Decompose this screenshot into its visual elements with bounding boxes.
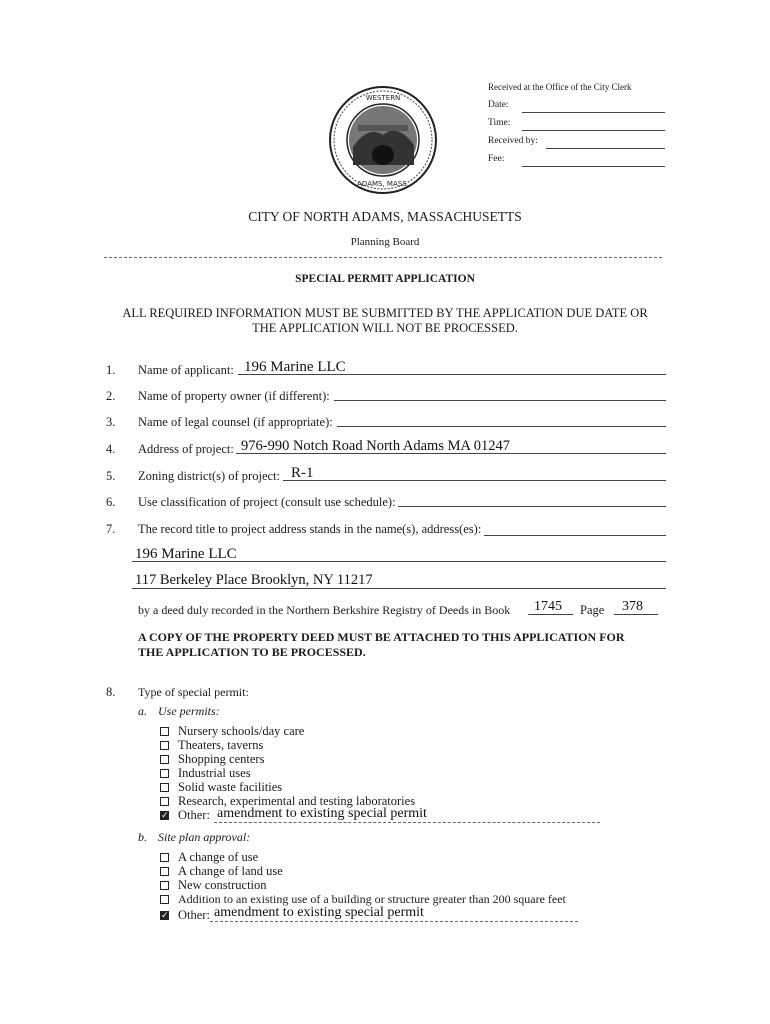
deed-notice-line-2: THE APPLICATION TO BE PROCESSED. — [138, 645, 366, 659]
use-permits-heading: Use permits: — [158, 704, 220, 718]
clerk-received-by-field[interactable] — [546, 148, 665, 149]
checkbox-icon[interactable] — [160, 755, 169, 764]
option-label: Nursery schools/day care — [178, 724, 305, 738]
record-owner-field-1[interactable] — [132, 561, 666, 562]
checkbox-icon[interactable] — [160, 867, 169, 876]
option-label: A change of land use — [178, 864, 283, 878]
use-permits-letter: a. — [138, 704, 147, 718]
notice-line-2: THE APPLICATION WILL NOT BE PROCESSED. — [252, 321, 518, 335]
form-title: SPECIAL PERMIT APPLICATION — [295, 273, 475, 285]
deed-recorded-text: by a deed duly recorded in the Northern Berkshire Registry of Deeds in Book — [138, 603, 511, 617]
checkbox-icon[interactable] — [160, 769, 169, 778]
option-label: A change of use — [178, 850, 259, 864]
item-2-number: 2. — [106, 389, 116, 403]
clerk-date-label: Date: — [488, 100, 509, 110]
use-permit-option-other[interactable] — [160, 809, 210, 822]
deed-page-field[interactable] — [614, 614, 658, 615]
site-plan-other-field[interactable] — [210, 921, 578, 922]
option-label: Industrial uses — [178, 766, 251, 780]
board-name: Planning Board — [350, 236, 420, 248]
zoning-district-value: R-1 — [291, 465, 314, 481]
header-divider — [104, 257, 662, 258]
city-name: CITY OF NORTH ADAMS, MASSACHUSETTS — [248, 209, 522, 224]
svg-text:WESTERN: WESTERN — [365, 94, 401, 102]
checkbox-icon[interactable] — [160, 895, 169, 904]
clerk-receipt-box — [488, 82, 668, 172]
checkbox-icon[interactable] — [160, 881, 169, 890]
project-address-field[interactable] — [236, 453, 666, 454]
legal-counsel-label: Name of legal counsel (if appropriate): — [138, 415, 333, 429]
project-address-label: Address of project: — [138, 442, 234, 456]
zoning-district-field[interactable] — [283, 480, 666, 481]
record-title-label: The record title to project address stands in the name(s), address(es): — [138, 522, 482, 536]
record-owner-field-2[interactable] — [132, 588, 666, 589]
use-permit-other-field[interactable] — [214, 822, 600, 823]
property-owner-label: Name of property owner (if different): — [138, 389, 330, 403]
checkbox-icon[interactable] — [160, 741, 169, 750]
zoning-district-label: Zoning district(s) of project: — [138, 469, 280, 483]
record-owner-line-2: 117 Berkeley Place Brooklyn, NY 11217 — [135, 572, 373, 588]
use-classification-label: Use classification of project (consult use schedule): — [138, 495, 396, 509]
project-address-value: 976-990 Notch Road North Adams MA 01247 — [241, 438, 511, 454]
option-label: Other: — [178, 808, 210, 822]
option-label: Other: — [178, 908, 210, 922]
item-8-number: 8. — [106, 685, 116, 699]
property-owner-field[interactable] — [334, 400, 666, 401]
checked-checkbox-icon[interactable] — [160, 811, 169, 820]
record-title-field[interactable] — [484, 535, 666, 536]
site-plan-heading: Site plan approval: — [158, 830, 251, 844]
checkbox-icon[interactable] — [160, 727, 169, 736]
option-label: Theaters, taverns — [178, 738, 264, 752]
item-4-number: 4. — [106, 442, 116, 456]
applicant-field[interactable] — [238, 374, 666, 375]
option-label: Addition to an existing use of a building or structure greater than 200 square feet — [178, 892, 566, 906]
applicant-label: Name of applicant: — [138, 363, 234, 377]
use-permit-option-theaters[interactable] — [160, 739, 263, 752]
deed-page-value: 378 — [622, 599, 643, 614]
use-permit-option-nursery[interactable] — [160, 725, 304, 738]
site-plan-option-other[interactable] — [160, 909, 210, 922]
use-permit-option-industrial[interactable] — [160, 767, 251, 780]
legal-counsel-field[interactable] — [337, 426, 666, 427]
checked-checkbox-icon[interactable] — [160, 911, 169, 920]
deed-book-field[interactable] — [528, 614, 573, 615]
site-plan-option-new-construction[interactable] — [160, 879, 267, 892]
record-owner-line-1: 196 Marine LLC — [135, 546, 237, 562]
clerk-received-by-label: Received by: — [488, 136, 538, 146]
checkbox-icon[interactable] — [160, 853, 169, 862]
deed-notice-line-1: A COPY OF THE PROPERTY DEED MUST BE ATTACHED TO THIS APPLICATION FOR — [138, 630, 625, 644]
clerk-date-field[interactable] — [522, 112, 665, 113]
use-classification-field[interactable] — [398, 506, 666, 507]
checkbox-icon[interactable] — [160, 783, 169, 792]
item-7-number: 7. — [106, 522, 116, 536]
site-plan-option-change-of-use[interactable] — [160, 851, 258, 864]
clerk-time-field[interactable] — [522, 130, 665, 131]
item-3-number: 3. — [106, 415, 116, 429]
site-plan-option-change-of-land-use[interactable] — [160, 865, 283, 878]
checkbox-icon[interactable] — [160, 797, 169, 806]
item-1-number: 1. — [106, 363, 116, 377]
deed-page-label: Page — [580, 603, 605, 617]
option-label: New construction — [178, 878, 267, 892]
clerk-box-title: Received at the Office of the City Clerk — [488, 82, 632, 92]
permit-type-label: Type of special permit: — [138, 685, 249, 699]
site-plan-other-value: amendment to existing special permit — [214, 905, 424, 920]
option-label: Solid waste facilities — [178, 780, 283, 794]
item-5-number: 5. — [106, 469, 116, 483]
clerk-fee-label: Fee: — [488, 154, 505, 164]
applicant-value: 196 Marine LLC — [244, 359, 346, 375]
item-6-number: 6. — [106, 495, 116, 509]
option-label: Shopping centers — [178, 752, 265, 766]
site-plan-letter: b. — [138, 830, 147, 844]
svg-text:ADAMS, MASS.: ADAMS, MASS. — [357, 180, 409, 188]
notice-line-1: ALL REQUIRED INFORMATION MUST BE SUBMITTED BY THE APPLICATION DUE DATE OR — [122, 306, 648, 320]
option-label: Research, experimental and testing laboratories — [178, 794, 416, 808]
use-permit-other-value: amendment to existing special permit — [217, 806, 427, 821]
use-permit-option-solid-waste[interactable] — [160, 781, 282, 794]
deed-book-value: 1745 — [534, 599, 562, 614]
clerk-fee-field[interactable] — [522, 166, 665, 167]
use-permit-option-shopping[interactable] — [160, 753, 264, 766]
clerk-time-label: Time: — [488, 118, 511, 128]
city-seal — [328, 85, 438, 195]
